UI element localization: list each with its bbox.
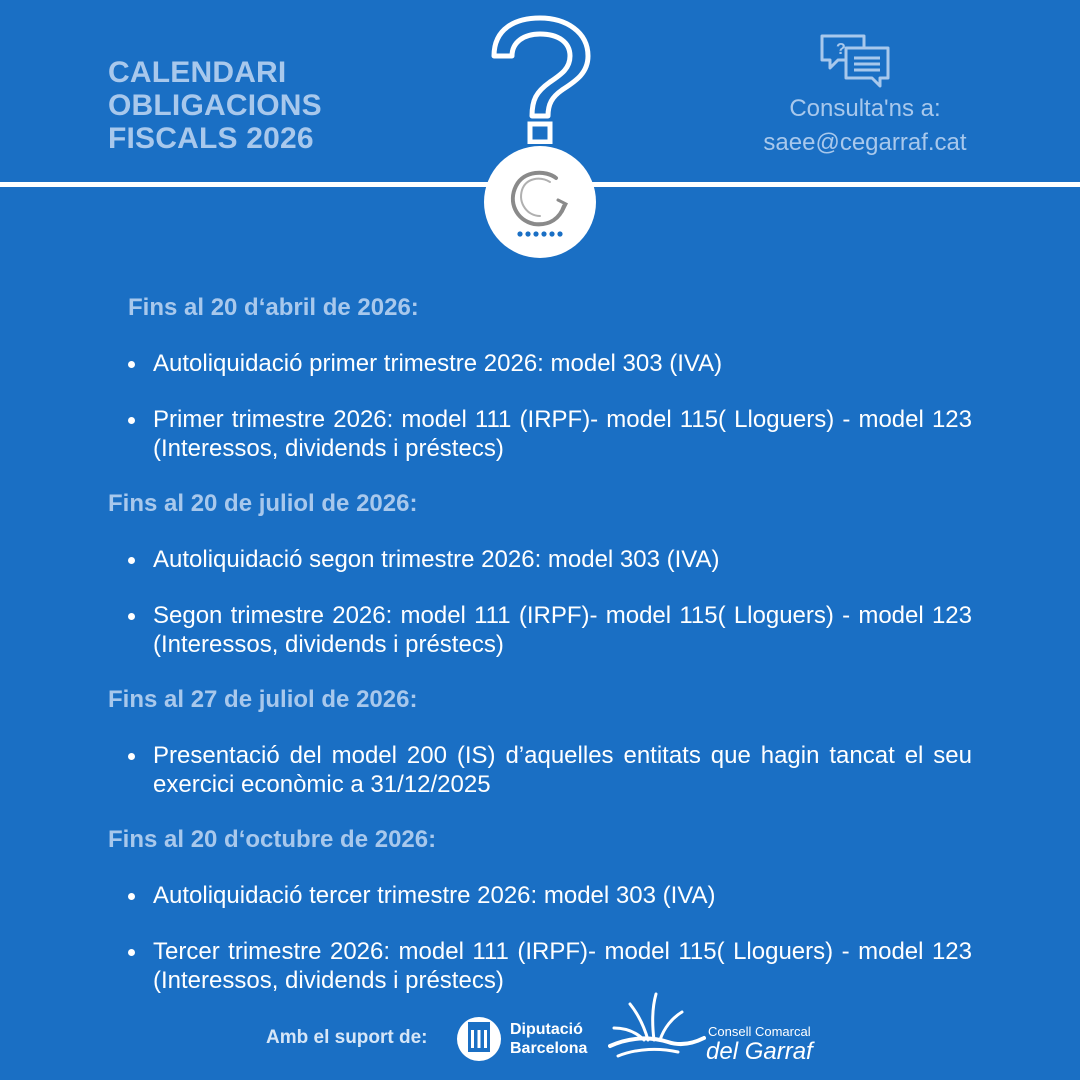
diputacio-shield-icon	[456, 1016, 502, 1062]
diputacio-line-2: Barcelona	[510, 1040, 588, 1057]
list-item: Autoliquidació tercer trimestre 2026: model 303 (IVA)	[153, 881, 972, 910]
title-line-3: FISCALS 2026	[108, 122, 314, 155]
list-item: Autoliquidació segon trimestre 2026: model 303 (IVA)	[153, 545, 972, 574]
title-line-2: OBLIGACIONS	[108, 89, 322, 122]
support-label: Amb el suport de:	[266, 1027, 428, 1048]
diputacio-barcelona-logo	[510, 1020, 587, 1058]
contact-info	[740, 92, 990, 160]
list-item: Segon trimestre 2026: model 111 (IRPF)- model 115( Lloguers) - model 123 (Interessos, dividends i préstecs)	[153, 602, 972, 658]
contact-email[interactable]: saee@cegarraf.cat	[763, 129, 967, 156]
page-title	[108, 56, 322, 155]
cegarraf-logo	[484, 146, 596, 258]
section-heading-april: Fins al 20 d‘abril de 2026:	[128, 294, 419, 321]
list-item: Primer trimestre 2026: model 111 (IRPF)- model 115( Lloguers) - model 123 (Interessos, dividends i préstecs)	[153, 406, 972, 462]
diputacio-line-1: Diputació	[510, 1021, 583, 1038]
consell-comarcal-line-1: Consell Comarcal	[708, 1024, 811, 1039]
chat-bubbles-icon	[818, 32, 892, 90]
consell-comarcal-line-2: del Garraf	[706, 1038, 813, 1065]
section-heading-october: Fins al 20 d‘octubre de 2026:	[108, 826, 437, 853]
list-item: Presentació del model 200 (IS) d’aquelles entitats que hagin tancat el seu exercici econòmic a 31/12/2025	[153, 742, 972, 798]
section-heading-july-27: Fins al 27 de juliol de 2026:	[108, 686, 418, 713]
list-item: Autoliquidació primer trimestre 2026: model 303 (IVA)	[153, 349, 972, 378]
svg-text:?: ?	[836, 41, 846, 58]
question-mark-icon	[482, 14, 598, 144]
title-line-1: CALENDARI	[108, 56, 287, 89]
g-logo-icon	[484, 146, 596, 258]
contact-label: Consulta'ns a:	[789, 95, 941, 122]
list-item: Tercer trimestre 2026: model 111 (IRPF)- model 115( Lloguers) - model 123 (Interessos, dividends i préstecs)	[153, 938, 972, 994]
section-heading-july-20: Fins al 20 de juliol de 2026:	[108, 490, 418, 517]
garraf-wave-icon	[608, 990, 706, 1062]
